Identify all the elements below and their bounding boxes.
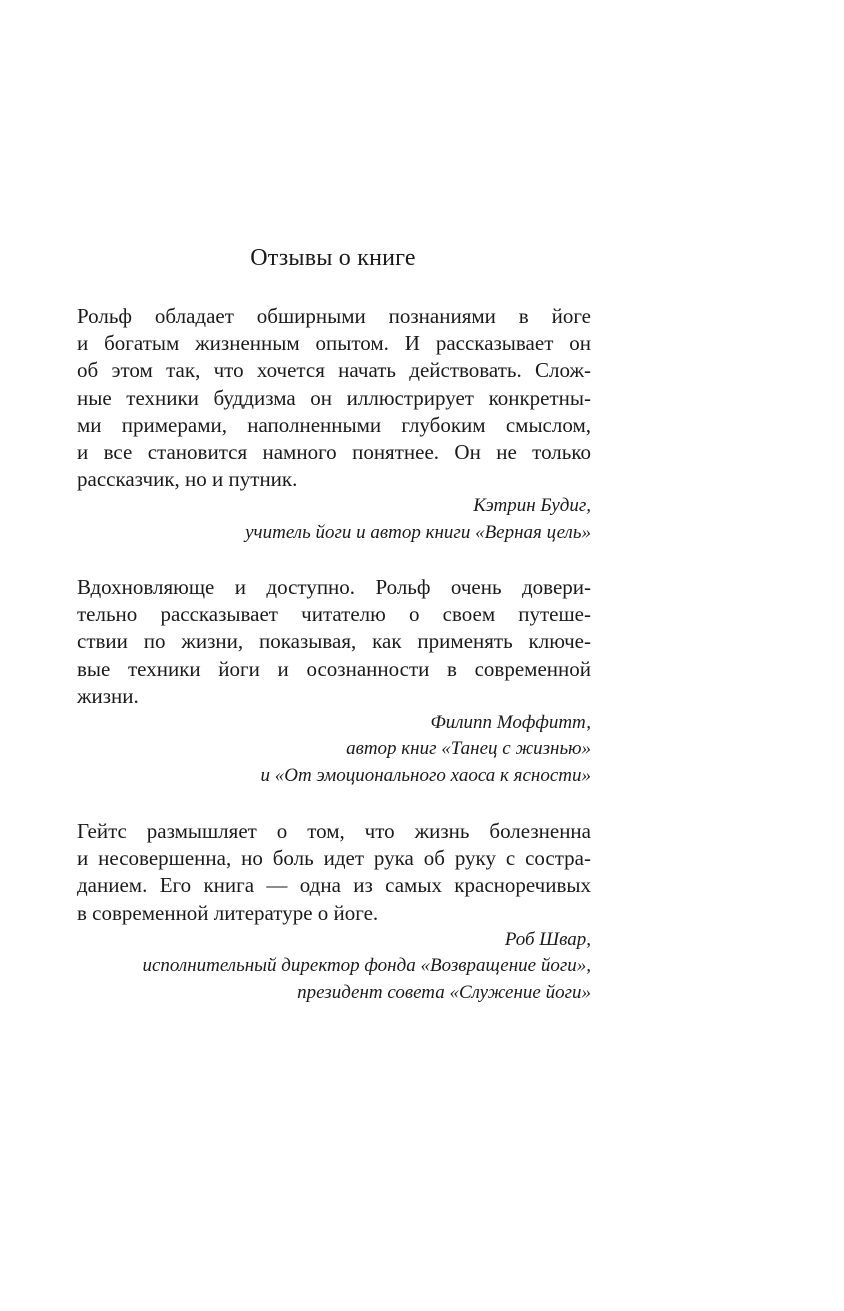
review-text-line: в современной литературе о йоге. — [77, 900, 379, 925]
review-text-line: рассказчик, но и путник. — [77, 467, 298, 492]
review-text-line: Вдохновляюще и доступно. Рольф очень довери- — [77, 575, 591, 599]
review-author: Роб Швар, — [504, 928, 591, 950]
review-text-line: Гейтс размышляет о том, что жизнь болезненна — [77, 819, 591, 843]
page-title: Отзывы о книге — [250, 245, 416, 271]
review-text-line: данием. Его книга — одна из самых красноречивых — [77, 873, 591, 898]
review-text-line: об этом так, что хочется начать действовать. Слож- — [77, 358, 591, 383]
review-text-line: и несовершенна, но боль идет рука об руку с состра- — [77, 846, 591, 871]
review-text-line: тельно рассказывает читателю о своем путеше- — [77, 602, 591, 627]
review-text-line: Рольф обладает обширными познаниями в йоге — [77, 304, 591, 328]
review-block — [77, 303, 591, 546]
review-text-line: вые техники йоги и осознанности в современной — [77, 656, 591, 681]
review-author: Кэтрин Будиг, — [473, 495, 591, 517]
review-author-credentials: и «От эмоционального хаоса к ясности» — [260, 764, 591, 786]
review-author-credentials: учитель йоги и автор книги «Верная цель» — [245, 521, 591, 543]
review-author-credentials: исполнительный директор фонда «Возвращение йоги», — [142, 955, 591, 977]
review-author: Филипп Моффитт, — [430, 711, 591, 733]
review-author-credentials: президент совета «Служение йоги» — [297, 981, 591, 1003]
review-text-line: жизни. — [77, 683, 139, 708]
review-text-line: и богатым жизненным опытом. И рассказывает он — [77, 331, 591, 356]
review-author-credentials: автор книг «Танец с жизнью» — [346, 738, 591, 760]
review-text-line: и все становится намного понятнее. Он не только — [77, 439, 591, 464]
review-text-line: ствии по жизни, показывая, как применять ключе- — [77, 629, 591, 654]
review-block — [77, 818, 591, 1006]
review-text-line: ми примерами, наполненными глубоким смыслом, — [77, 412, 591, 437]
review-text-line: ные техники буддизма он иллюстрирует конкретны- — [77, 385, 591, 410]
review-block — [77, 574, 591, 789]
